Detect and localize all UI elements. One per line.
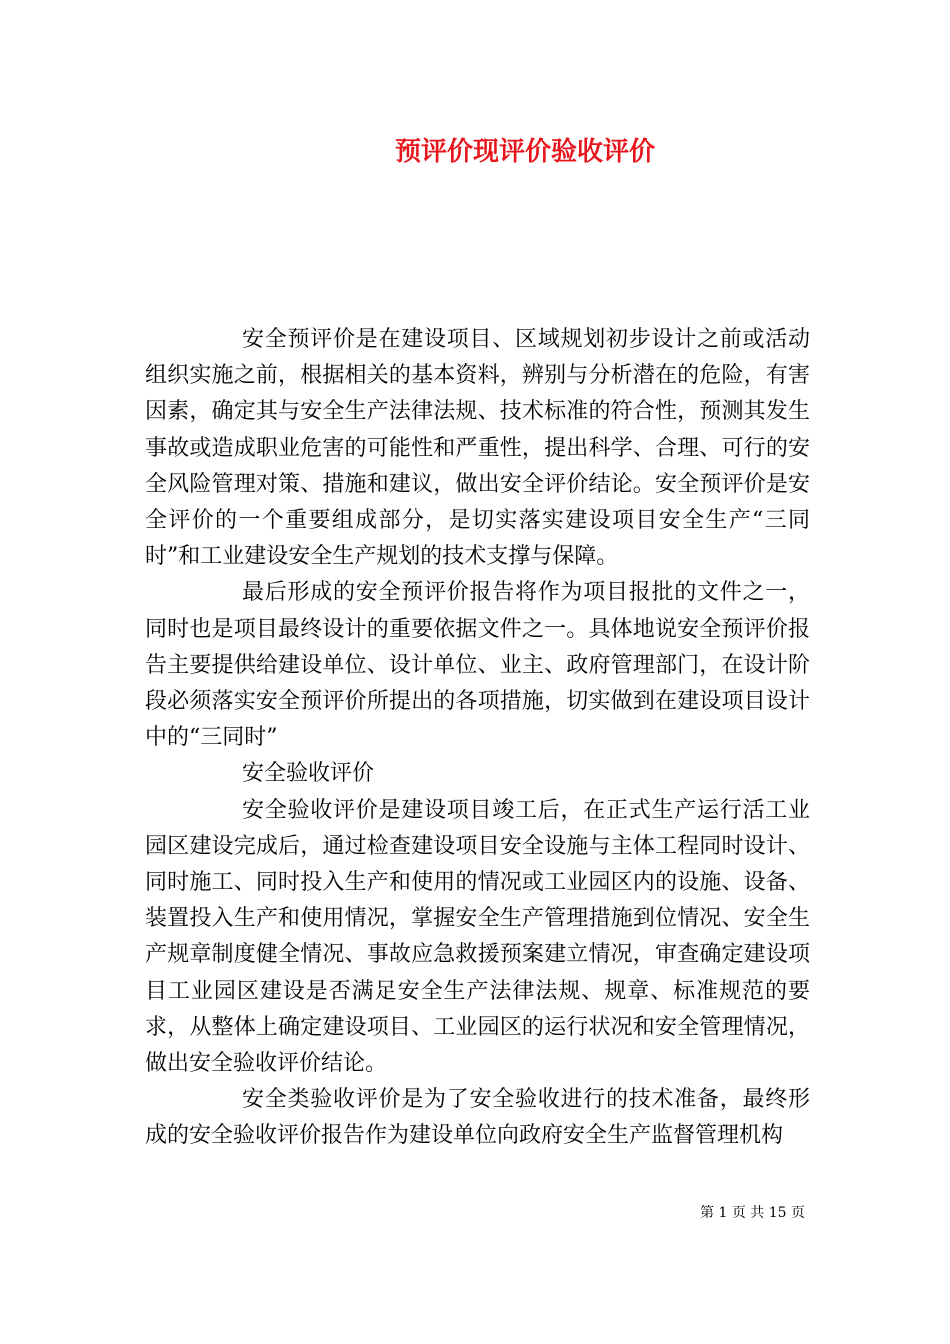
paragraph-acceptance-evaluation: 安全验收评价是建设项目竣工后，在正式生产运行活工业园区建设完成后，通过检查建设项目安全设施与主体工程同时设计、同时施工、同时投入生产和使用的情况或工业园区内的设施、设备、装置投入生产和使用情况，掌握安全生产管理措施到位情况、安全生产规章制度健全情况、事故应急救援预案建立情况，审查确定建设项目工业园区建设是否满足安全生产法律法规、规章、标准规范的要求，从整体上确定建设项目、工业园区的运行状况和安全管理情况，做出安全验收评价结论。: [145, 797, 810, 1077]
paragraph-pre-evaluation-report: 最后形成的安全预评价报告将作为项目报批的文件之一，同时也是项目最终设计的重要依据文件之一。具体地说安全预评价报告主要提供给建设单位、设计单位、业主、政府管理部门，在设计阶段必须落实安全预评价所提出的各项措施，切实做到在建设项目设计中的“三同时”: [145, 580, 810, 751]
document-title: 预评价现评价验收评价: [394, 137, 655, 167]
paragraph-acceptance-evaluation-report: 安全类验收评价是为了安全验收进行的技术准备，最终形成的安全验收评价报告作为建设单位向政府安全生产监督管理机构: [145, 1087, 810, 1149]
page-number-footer: 第 1 页 共 15 页: [700, 1205, 805, 1221]
document-body: [145, 322, 810, 1155]
section-heading-acceptance-evaluation: 安全验收评价: [242, 761, 375, 787]
paragraph-pre-evaluation: 安全预评价是在建设项目、区域规划初步设计之前或活动组织实施之前，根据相关的基本资料，辨别与分析潜在的危险，有害因素，确定其与安全生产法律法规、技术标准的符合性，预测其发生事故或造成职业危害的可能性和严重性，提出科学、合理、可行的安全风险管理对策、措施和建议，做出安全评价结论。安全预评价是安全评价的一个重要组成部分，是切实落实建设项目安全生产“三同时”和工业建设安全生产规划的技术支撑与保障。: [145, 327, 810, 570]
